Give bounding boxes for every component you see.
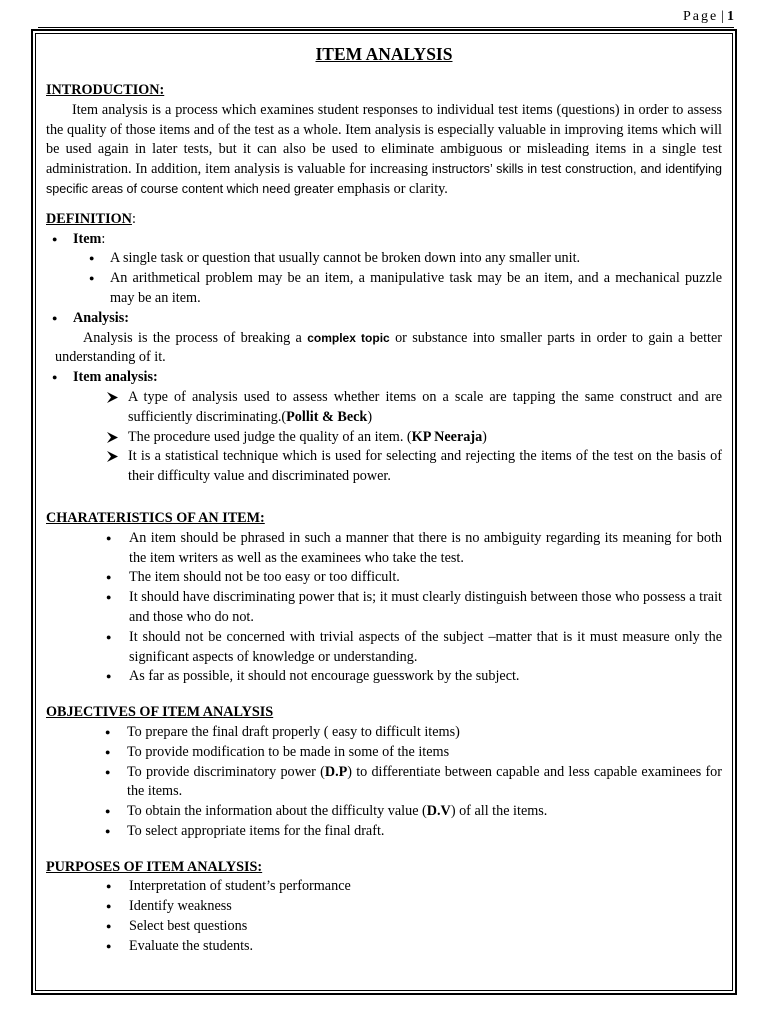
list-item: [46, 822, 722, 842]
intro-text-2: emphasis or clarity.: [337, 180, 448, 197]
purposes-list: [46, 877, 722, 956]
bullet-icon: ●: [106, 940, 112, 951]
citation: Pollit & Beck: [286, 408, 368, 425]
objectives-heading: OBJECTIVES OF ITEM ANALYSIS: [46, 704, 274, 721]
item-analysis-label: Item analysis:: [73, 369, 158, 386]
bullet-icon: ●: [106, 921, 112, 932]
purpose-text: Evaluate the students.: [129, 937, 254, 954]
list-item: [46, 917, 722, 937]
list-item: [46, 743, 722, 763]
bullet-icon: ●: [105, 806, 111, 817]
document-title: ITEM ANALYSIS: [315, 44, 453, 64]
citation: KP Neeraja: [411, 428, 483, 445]
list-item: [46, 802, 722, 822]
objective-text: To provide modification to be made in some of the items: [127, 743, 450, 760]
arrow-bullet-icon: [107, 428, 118, 443]
characteristics-heading: CHARATERISTICS OF AN ITEM:: [46, 509, 265, 526]
item-sublist: [73, 249, 722, 308]
bullet-icon: ●: [105, 746, 111, 757]
page-number: 1: [727, 9, 734, 24]
citation-close: ): [482, 428, 487, 445]
definition-colon: :: [131, 210, 136, 227]
item-point-text: A single task or question that usually cannot be broken down into any smaller unit.: [110, 250, 581, 267]
list-item: [46, 529, 722, 569]
item-analysis-list: [46, 368, 722, 487]
bullet-icon: ●: [52, 312, 58, 323]
objective-text: To provide discriminatory power (: [127, 763, 325, 780]
bullet-icon: ●: [105, 766, 111, 777]
bullet-icon: ●: [52, 372, 58, 383]
list-item: [46, 249, 722, 269]
bullet-icon: ●: [106, 881, 112, 892]
list-item: [46, 588, 722, 628]
document-body: [46, 41, 722, 957]
dp-abbrev: D.P: [324, 763, 348, 780]
purposes-heading: PURPOSES OF ITEM ANALYSIS:: [46, 858, 263, 875]
item-analysis-text: A type of analysis used to assess whether items on a scale are tapping the same construct and are sufficiently discriminating.(: [128, 388, 722, 425]
page-header: [683, 7, 734, 27]
item-colon: :: [101, 230, 106, 247]
list-item: [46, 937, 722, 957]
list-item: [46, 877, 722, 897]
intro-text-1: Item analysis is a process which examines student responses to individual test items (questions) in order to assess the quality of those items and of the test as a whole. Item analysis is especially valuable in improving items which will be used again in later tests, but it can also be used to eliminate ambiguous or misleading items in a single test administration. In addition, item analysis is valuable for increasing: [46, 101, 722, 178]
analysis-text-sans: complex topic: [307, 330, 390, 345]
item-label: Item: [73, 230, 102, 247]
bullet-icon: ●: [106, 592, 112, 603]
bullet-icon: ●: [106, 572, 112, 583]
list-item: [46, 368, 722, 388]
list-item: [46, 723, 722, 743]
list-item: [46, 628, 722, 668]
citation-close: ): [367, 408, 373, 425]
list-item: [46, 230, 722, 309]
header-rule: [38, 27, 734, 28]
list-item: [46, 897, 722, 917]
definition-heading-line: [46, 210, 722, 230]
objective-text: To select appropriate items for the final draft.: [127, 822, 385, 839]
list-item: [46, 568, 722, 588]
bullet-icon: ●: [106, 631, 112, 642]
page-separator: |: [721, 9, 724, 24]
bullet-icon: ●: [89, 273, 95, 284]
introduction-heading: INTRODUCTION:: [46, 82, 165, 98]
analysis-text-1: Analysis is the process of breaking a: [83, 329, 302, 346]
list-item: [46, 388, 722, 428]
objectives-list: [46, 723, 722, 842]
characteristic-text: It should have discriminating power that is; it must clearly distinguish between those who possess a trait and those who do not.: [129, 589, 722, 625]
objective-text: To prepare the final draft properly ( easy to difficult items): [127, 723, 460, 740]
purpose-text: Identify weakness: [129, 898, 232, 915]
list-item: [46, 667, 722, 687]
list-item: [46, 309, 722, 329]
objective-text: ) of all the items.: [450, 803, 548, 820]
introduction-paragraph: [46, 101, 722, 200]
characteristics-list: [46, 529, 722, 687]
bullet-icon: ●: [105, 825, 111, 836]
bullet-icon: ●: [52, 233, 58, 244]
analysis-paragraph: [46, 329, 722, 369]
objective-text: ) to differentiate between capable and less capable examinees for the items.: [127, 763, 722, 800]
list-item: [46, 428, 722, 448]
definition-list: [46, 230, 722, 329]
list-item: [46, 269, 722, 309]
characteristic-text: It should not be concerned with trivial aspects of the subject –matter that is it must measure only the significant aspects of knowledge or understanding.: [129, 628, 722, 665]
objective-text: To obtain the information about the difficulty value (: [127, 803, 427, 820]
characteristic-text: The item should not be too easy or too difficult.: [129, 569, 400, 586]
bullet-icon: ●: [89, 253, 95, 264]
characteristic-text: As far as possible, it should not encourage guesswork by the subject.: [129, 668, 520, 685]
intro-text-sans: instructors’ skills in test construction, and identifying specific areas of course content which need greater: [46, 162, 723, 196]
list-item: [46, 763, 722, 803]
item-analysis-text: The procedure used judge the quality of an item. (: [128, 428, 412, 445]
arrow-bullet-icon: [107, 388, 118, 403]
item-point-text: An arithmetical problem may be an item, a manipulative task may be an item, and a mechanical puzzle may be an item.: [110, 270, 722, 306]
bullet-icon: ●: [106, 532, 112, 543]
analysis-text-2: or substance into smaller parts in order to gain a better understanding of it.: [55, 329, 722, 366]
bullet-icon: ●: [105, 726, 111, 737]
bullet-icon: ●: [106, 671, 112, 682]
purpose-text: Select best questions: [129, 918, 248, 935]
analysis-label: Analysis:: [73, 309, 129, 326]
arrow-bullet-icon: [107, 447, 118, 462]
bullet-icon: ●: [106, 901, 112, 912]
list-item: [46, 447, 722, 487]
item-analysis-text: It is a statistical technique which is used for selecting and rejecting the items of the test on the basis of their difficulty value and discriminated power.: [128, 448, 722, 485]
purpose-text: Interpretation of student’s performance: [129, 878, 351, 895]
characteristic-text: An item should be phrased in such a manner that there is no ambiguity regarding its meaning for both the item writers as well as the examinees who take the test.: [129, 529, 722, 566]
dv-abbrev: D.V: [426, 803, 451, 820]
page-word: Page: [682, 9, 719, 24]
definition-heading: DEFINITION: [46, 210, 132, 227]
